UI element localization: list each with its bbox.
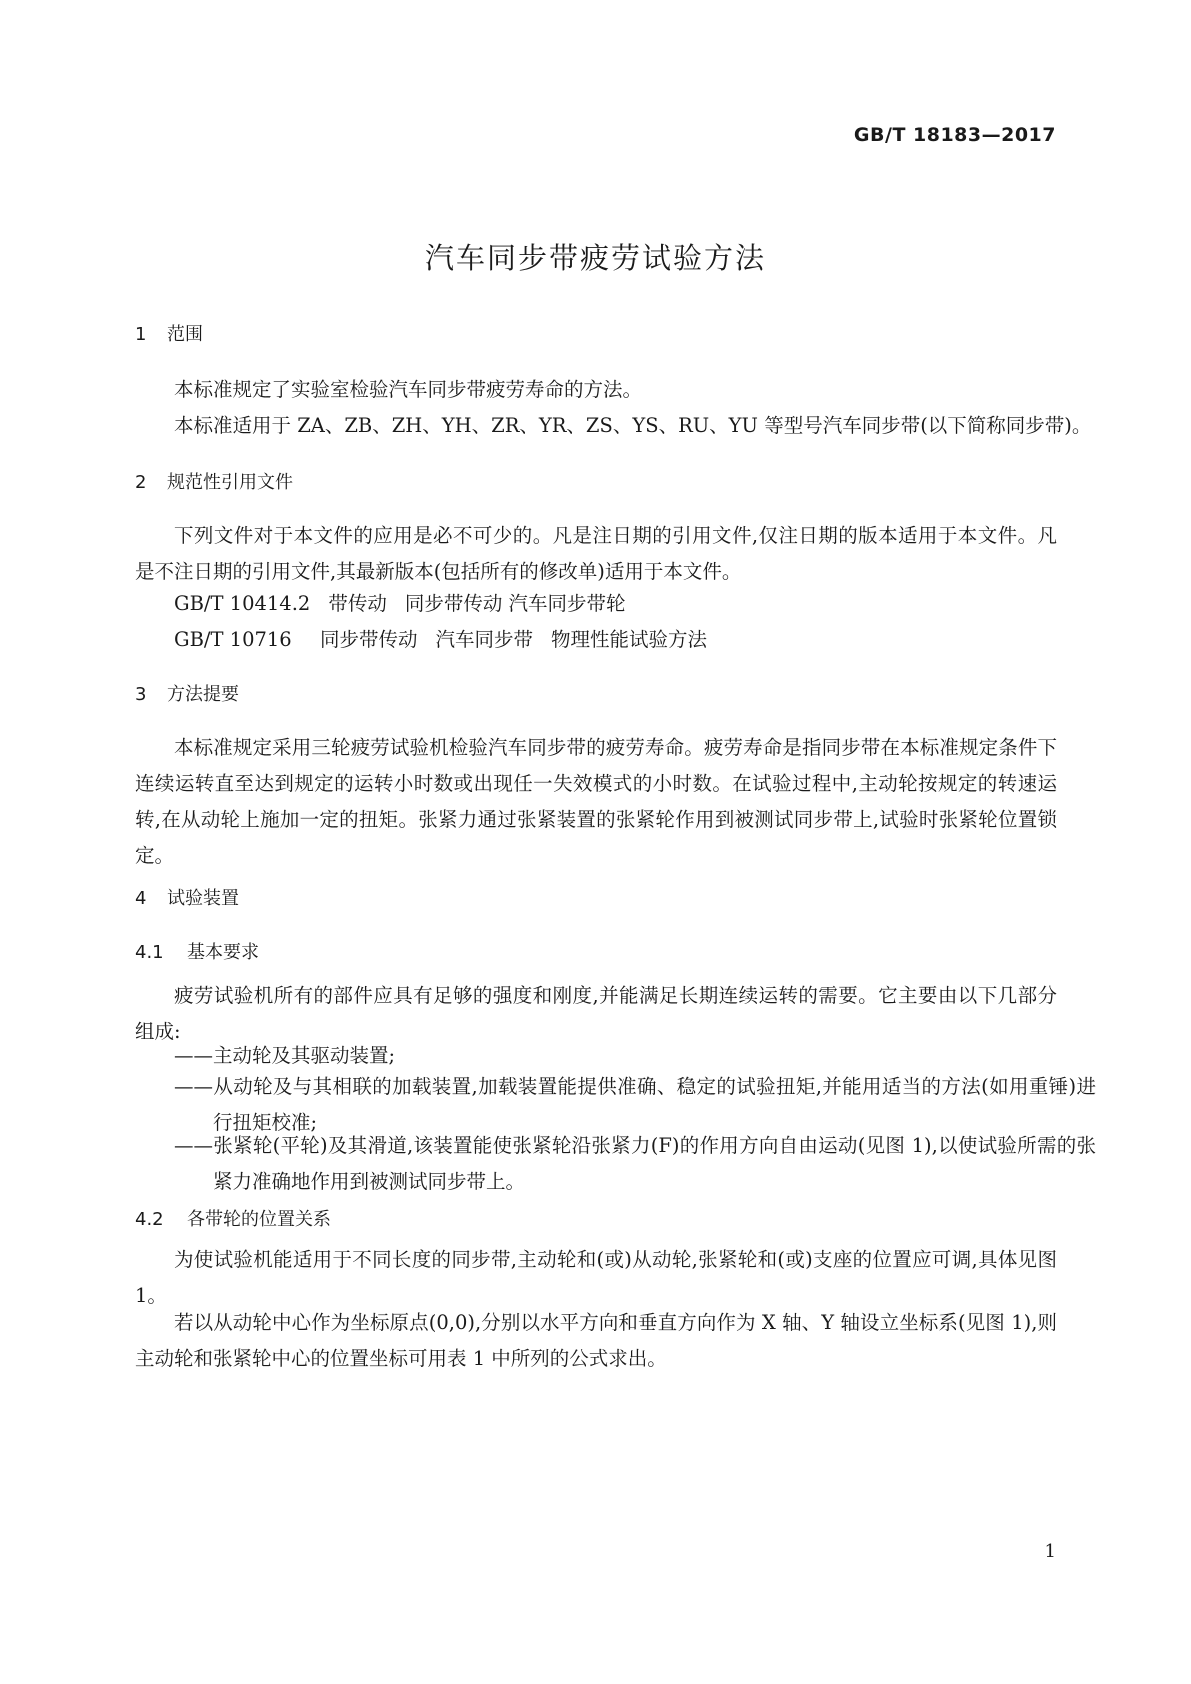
section-4-2-number: 4.2	[135, 1209, 164, 1230]
section-4-title: 试验装置	[167, 888, 239, 909]
section-1-title: 范围	[167, 324, 203, 345]
section-4-heading	[135, 884, 239, 910]
reference-1	[174, 588, 626, 616]
reference-2	[174, 624, 707, 652]
section-4-1-heading	[135, 938, 259, 964]
section-3-number: 3	[135, 684, 147, 705]
reference-1-code: GB/T 10414.2	[174, 592, 311, 615]
section-4-2-heading	[135, 1205, 331, 1231]
section-2-title: 规范性引用文件	[167, 472, 293, 493]
section-2-paragraph-1: 下列文件对于本文件的应用是必不可少的。凡是注日期的引用文件,仅注日期的版本适用于本文件。凡是不注日期的引用文件,其最新版本(包括所有的修改单)适用于本文件。	[135, 524, 1057, 583]
reference-2-part-1: 同步带传动	[320, 628, 418, 651]
section-1-heading	[135, 320, 203, 346]
list-item-2: ——从动轮及与其相联的加载装置,加载装置能提供准确、稳定的试验扭矩,并能用适当的方法(如用重锤)进行扭矩校准;	[174, 1075, 1096, 1134]
section-4-1-title: 基本要求	[187, 942, 259, 963]
section-1-number: 1	[135, 324, 147, 345]
standard-code: GB/T 18183—2017	[853, 124, 1056, 146]
section-4-2-paragraph-1: 为使试验机能适用于不同长度的同步带,主动轮和(或)从动轮,张紧轮和(或)支座的位置应可调,具体见图 1。	[135, 1248, 1057, 1307]
section-4-number: 4	[135, 888, 147, 909]
section-4-2-paragraph-2: 若以从动轮中心作为坐标原点(0,0),分别以水平方向和垂直方向作为 X 轴、Y 轴设立坐标系(见图 1),则主动轮和张紧轮中心的位置坐标可用表 1 中所列的公式求出。	[135, 1311, 1057, 1370]
section-1-paragraph-2: 本标准适用于 ZA、ZB、ZH、YH、ZR、YR、ZS、YS、RU、YU 等型号汽车同步带(以下简称同步带)。	[174, 414, 1092, 437]
section-3-heading	[135, 680, 239, 706]
reference-1-part-1: 带传动	[328, 592, 387, 615]
reference-2-part-3: 物理性能试验方法	[551, 628, 708, 651]
reference-2-part-2: 汽车同步带	[435, 628, 534, 651]
section-3-title: 方法提要	[167, 684, 239, 705]
list-item-3: ——张紧轮(平轮)及其滑道,该装置能使张紧轮沿张紧力(F)的作用方向自由运动(见图 1),以使试验所需的张紧力准确地作用到被测试同步带上。	[174, 1134, 1096, 1193]
section-2-heading	[135, 468, 293, 494]
reference-2-code: GB/T 10716	[174, 628, 292, 651]
list-item-1: ——主动轮及其驱动装置;	[174, 1044, 396, 1067]
section-4-2-title: 各带轮的位置关系	[187, 1209, 331, 1230]
section-4-1-number: 4.1	[135, 942, 164, 963]
reference-1-part-2: 同步带传动 汽车同步带轮	[404, 592, 626, 615]
section-2-number: 2	[135, 472, 147, 493]
document-title: 汽车同步带疲劳试验方法	[424, 241, 766, 275]
section-1-paragraph-1: 本标准规定了实验室检验汽车同步带疲劳寿命的方法。	[174, 378, 643, 401]
section-4-1-paragraph-1: 疲劳试验机所有的部件应具有足够的强度和刚度,并能满足长期连续运转的需要。它主要由以下几部分组成:	[135, 984, 1057, 1043]
section-3-paragraph-1: 本标准规定采用三轮疲劳试验机检验汽车同步带的疲劳寿命。疲劳寿命是指同步带在本标准规定条件下连续运转直至达到规定的运转小时数或出现任一失效模式的小时数。在试验过程中,主动轮按规定的转速运转,在从动轮上施加一定的扭矩。张紧力通过张紧装置的张紧轮作用到被测试同步带上,试验时张紧轮位置锁定。	[135, 736, 1057, 867]
page-number: 1	[1044, 1541, 1056, 1562]
